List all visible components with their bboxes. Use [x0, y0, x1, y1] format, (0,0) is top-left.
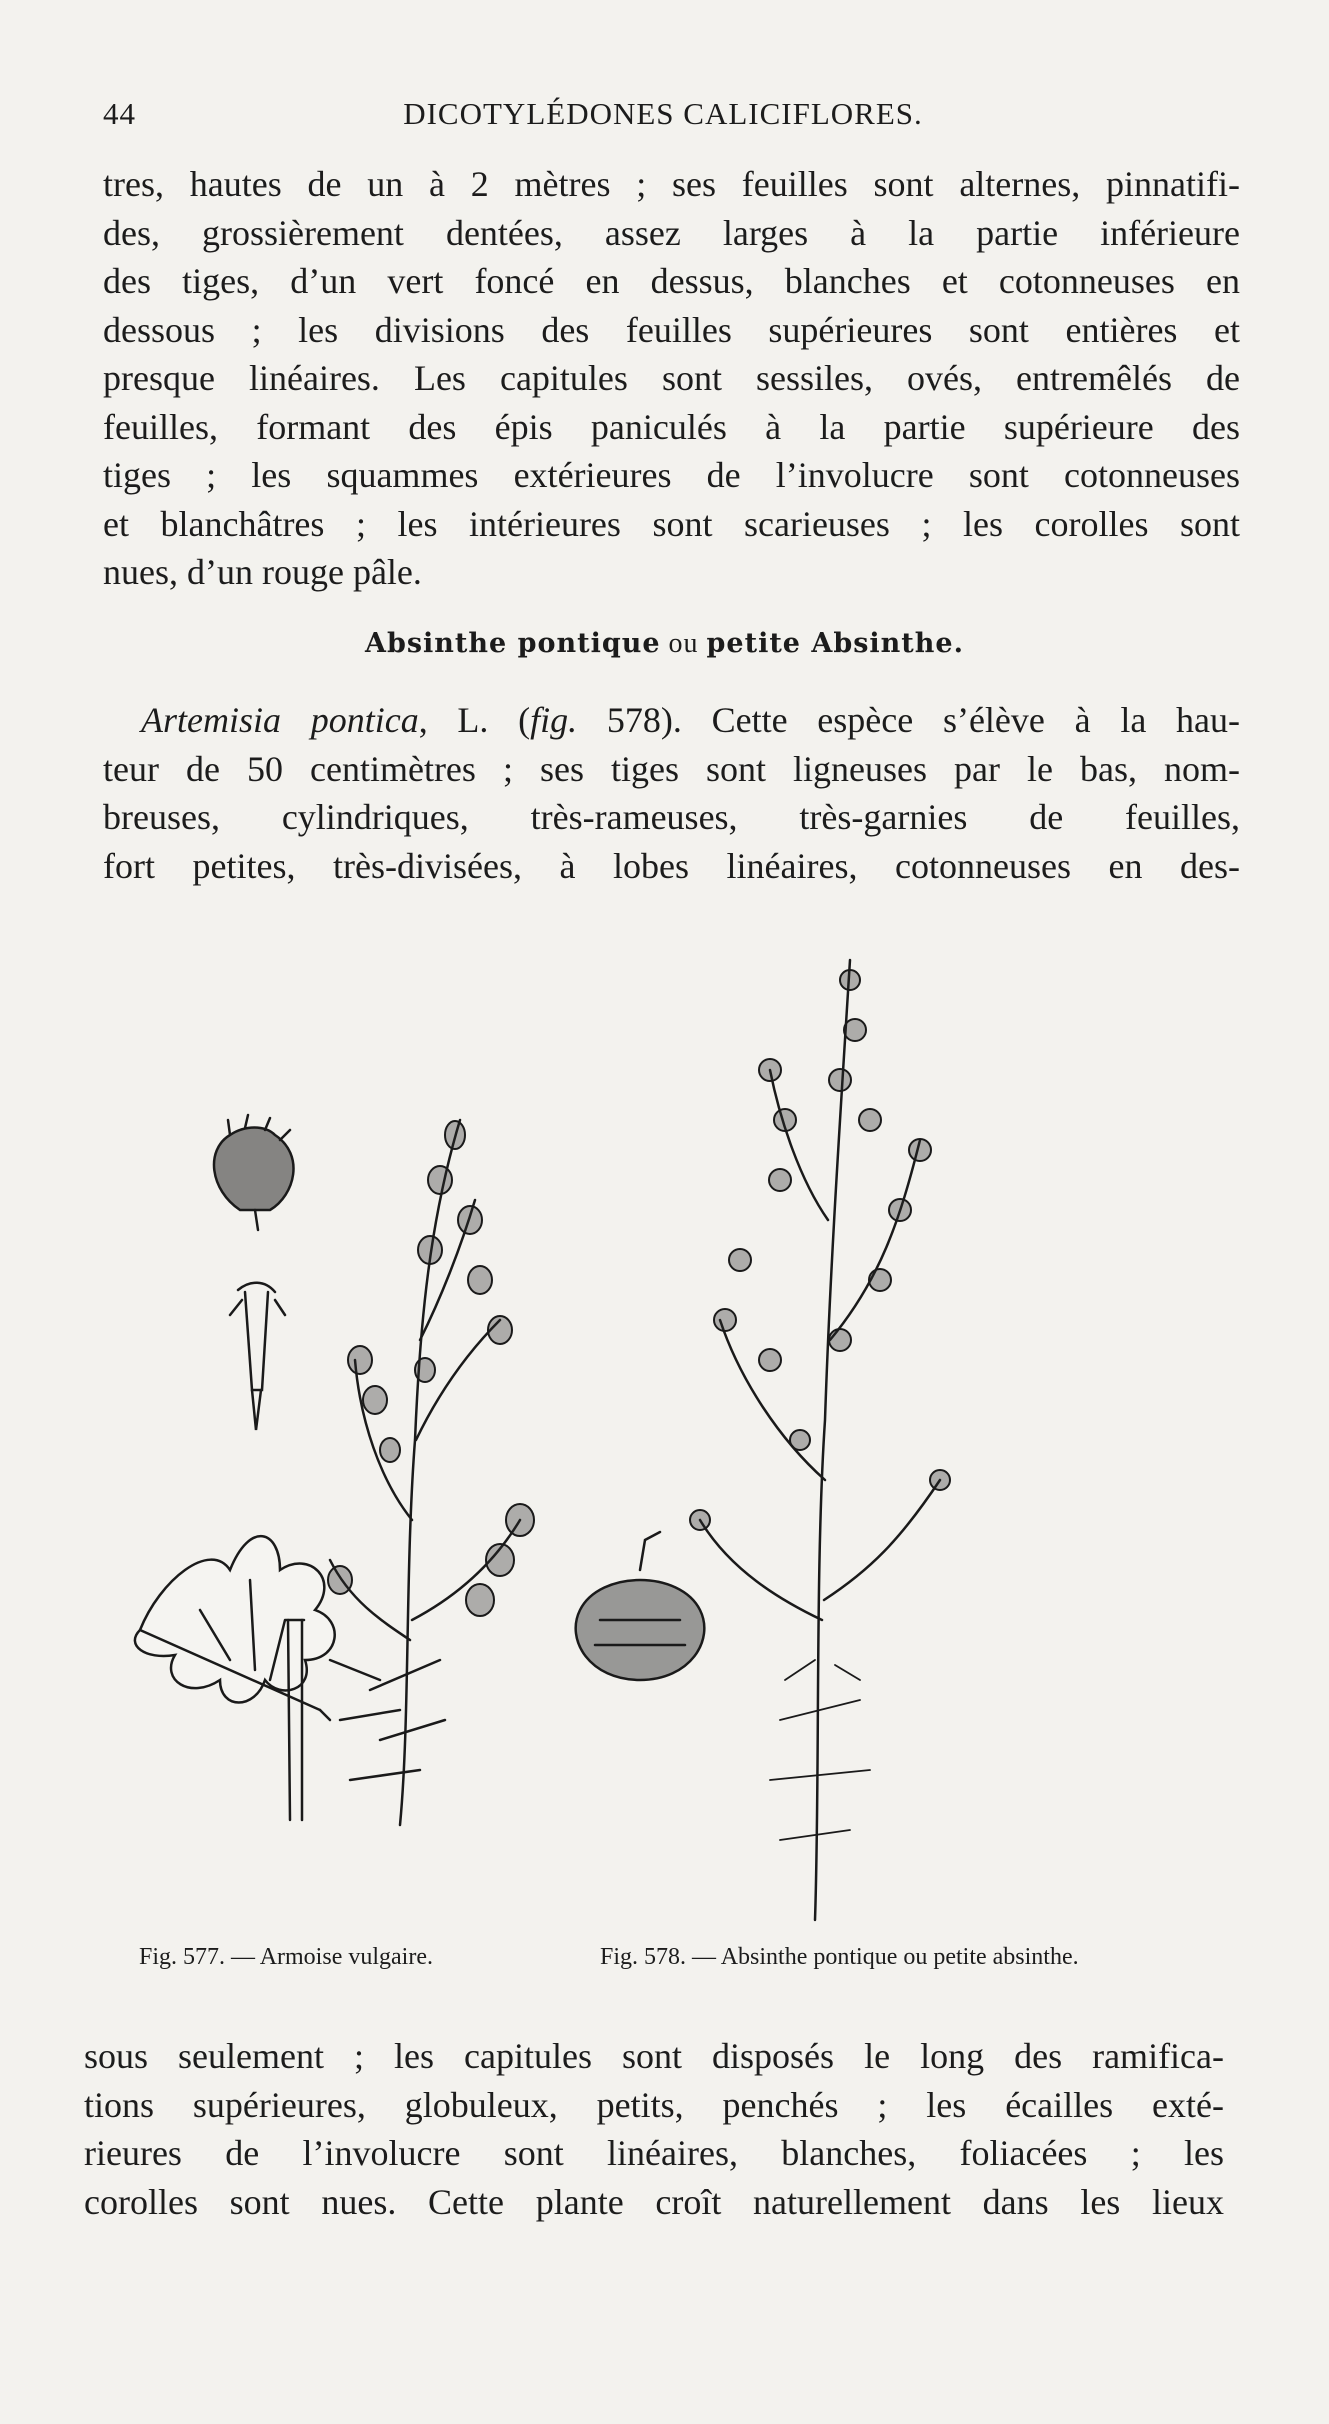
text-line: tres, hautes de un à 2 mètres ; ses feuilles sont alternes, pinnatifi-: [103, 164, 1240, 204]
caption-fig-578: Fig. 578. — Absinthe pontique ou petite absinthe.: [600, 1944, 1079, 1970]
section-heading: [0, 628, 1329, 660]
species-name: Artemisia pontica: [141, 700, 419, 740]
flower-head-drawing: [214, 1115, 294, 1230]
botanical-illustration: [80, 920, 1240, 1940]
text-line: nues, d’un rouge pâle.: [103, 552, 422, 592]
plant-engraving: [80, 920, 1240, 1940]
text-line: tions supérieures, globuleux, petits, penchés ; les écailles exté-: [84, 2084, 1224, 2125]
text-line-first: [103, 696, 1240, 745]
page-header: [103, 96, 1223, 136]
heading-connector: ou: [660, 628, 707, 659]
paragraph-artemisia-vulgaris-description: [103, 160, 1240, 597]
text-fragment: 578). Cette espèce s’élève à la hau-: [577, 700, 1240, 740]
text-line: sous seulement ; les capitules sont disposés le long des ramifica-: [84, 2036, 1224, 2076]
fig-abbrev: fig.: [530, 700, 578, 740]
page-number: 44: [103, 96, 136, 131]
caption-fig-577: Fig. 577. — Armoise vulgaire.: [139, 1944, 433, 1970]
figure-captions: [103, 1944, 1240, 1980]
absinthe-pontique-plant-drawing: [690, 960, 950, 1920]
text-line: des tiges, d’un vert foncé en dessus, blanches et cotonneuses en: [103, 261, 1240, 301]
running-title: DICOTYLÉDONES CALICIFLORES.: [403, 96, 923, 131]
leaf-drawing: [135, 1536, 335, 1720]
floret-drawing: [230, 1283, 285, 1430]
text-fragment: , L. (: [418, 700, 531, 740]
seed-head-drawing: [576, 1532, 705, 1680]
text-line: breuses, cylindriques, très-rameuses, très-garnies de feuilles,: [103, 797, 1240, 837]
heading-part2: petite Absinthe.: [706, 628, 964, 659]
text-line: rieures de l’involucre sont linéaires, blanches, foliacées ; les: [84, 2133, 1224, 2173]
paragraph-pontica-continued: [84, 2032, 1224, 2226]
text-line: et blanchâtres ; les intérieures sont scarieuses ; les corolles sont: [103, 503, 1240, 544]
text-line: des, grossièrement dentées, assez larges à la partie inférieure: [103, 212, 1240, 253]
text-line: corolles sont nues. Cette plante croît naturellement dans les lieux: [84, 2181, 1224, 2222]
text-line: teur de 50 centimètres ; ses tiges sont ligneuses par le bas, nom-: [103, 748, 1240, 789]
paragraph-artemisia-pontica: [103, 696, 1240, 890]
text-line: fort petites, très-divisées, à lobes linéaires, cotonneuses en des-: [103, 845, 1240, 886]
armoise-vulgaire-plant-drawing: [328, 1120, 534, 1825]
text-line: dessous ; les divisions des feuilles supérieures sont entières et: [103, 309, 1240, 350]
heading-part1: Absinthe pontique: [365, 628, 661, 659]
text-line: presque linéaires. Les capitules sont sessiles, ovés, entremêlés de: [103, 358, 1240, 398]
text-line: tiges ; les squammes extérieures de l’involucre sont cotonneuses: [103, 455, 1240, 495]
text-line: feuilles, formant des épis paniculés à la partie supérieure des: [103, 406, 1240, 447]
